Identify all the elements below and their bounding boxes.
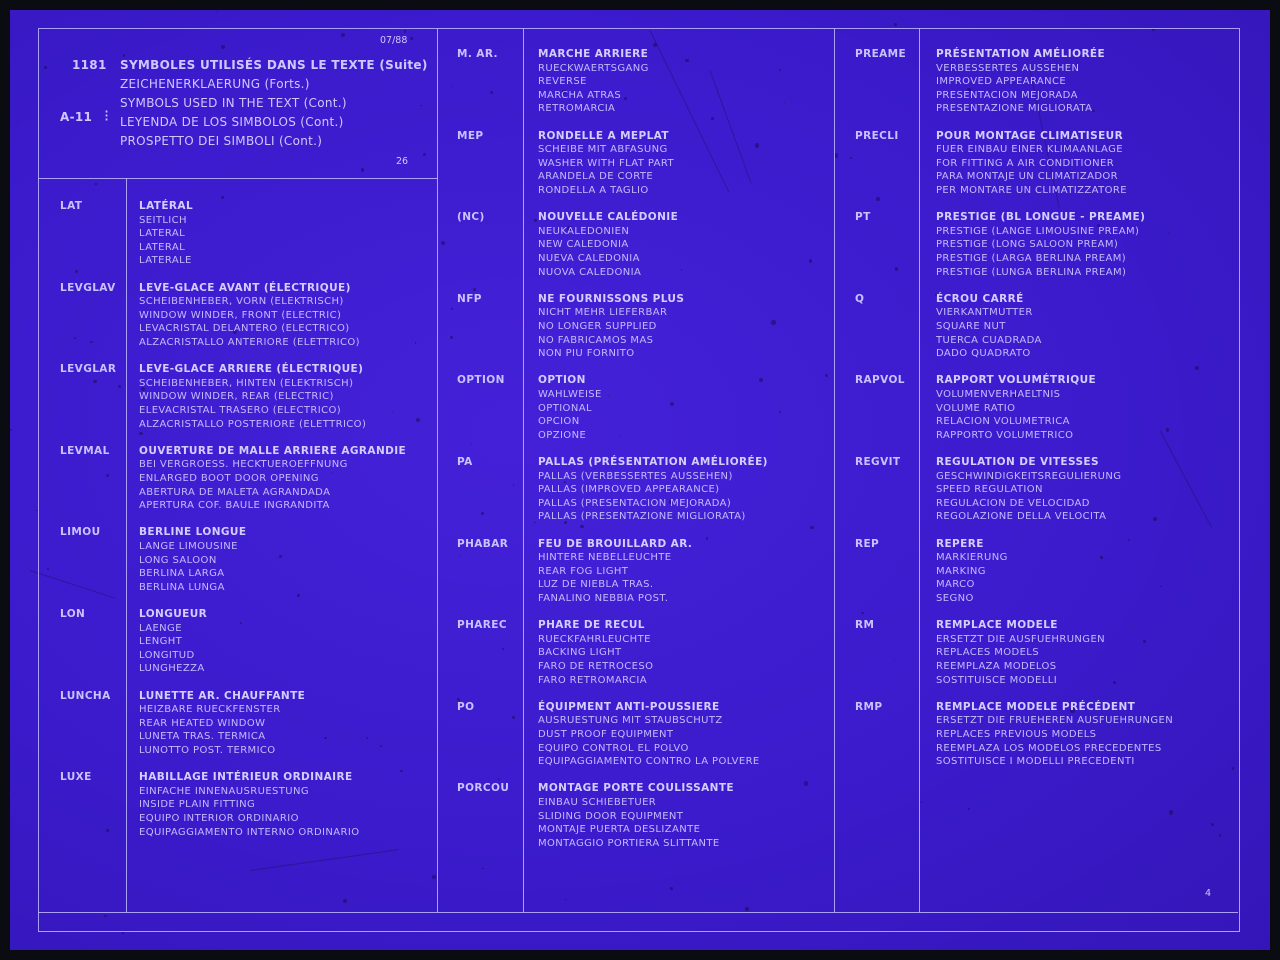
entry-translation-de: NEUKALEDONIEN bbox=[538, 225, 630, 237]
col1-col2-divider bbox=[437, 28, 438, 912]
entry-translation-de: HINTERE NEBELLEUCHTE bbox=[538, 552, 672, 564]
entry-translation-it: RAPPORTO VOLUMETRICO bbox=[936, 429, 1074, 441]
col2-col3-divider bbox=[834, 28, 835, 912]
entry-translation-en: SLIDING DOOR EQUIPMENT bbox=[538, 810, 684, 822]
entry-text-block bbox=[538, 130, 674, 198]
entry-title-fr: OPTION bbox=[538, 374, 586, 387]
entry-translation-es: LEVACRISTAL DELANTERO (ELECTRICO) bbox=[139, 323, 350, 335]
entry-translation-en: NO LONGER SUPPLIED bbox=[538, 320, 657, 332]
entry-translation-es: ARANDELA DE CORTE bbox=[538, 171, 654, 183]
header-title-en: SYMBOLS USED IN THE TEXT (Cont.) bbox=[120, 96, 347, 110]
footer-mark: 4 bbox=[1205, 888, 1212, 899]
col3-symbol-divider bbox=[919, 28, 920, 912]
entry-title-fr: REGULATION DE VITESSES bbox=[936, 456, 1099, 468]
entry-translation-it: SOSTITUISCE I MODELLI PRECEDENTI bbox=[936, 756, 1135, 768]
entry-symbol: LAT bbox=[60, 200, 83, 212]
entry-translation-de: HEIZBARE RUECKFENSTER bbox=[139, 704, 281, 716]
entry-title-fr: BERLINE LONGUE bbox=[139, 526, 247, 539]
entry-translation-es: RELACION VOLUMETRICA bbox=[936, 416, 1070, 428]
entry-symbol: PHABAR bbox=[457, 537, 509, 550]
entry-text-block bbox=[936, 48, 1105, 116]
entry-translation-de: LAENGE bbox=[139, 622, 182, 634]
entry-translation-en: MARKING bbox=[936, 565, 986, 577]
entry-text-block bbox=[139, 526, 246, 594]
entry-translation-de: VERBESSERTES AUSSEHEN bbox=[936, 62, 1080, 74]
entry-translation-es: LUZ DE NIEBLA TRAS. bbox=[538, 579, 654, 591]
entry-symbol: PREAME bbox=[855, 48, 907, 60]
entry-translation-it: NUOVA CALEDONIA bbox=[538, 266, 642, 278]
entry-translation-es: TUERCA CUADRADA bbox=[936, 334, 1042, 346]
col1-symbol-divider bbox=[126, 178, 127, 912]
entry-translation-en: BACKING LIGHT bbox=[538, 647, 622, 659]
entry-text-block bbox=[936, 456, 1121, 524]
entry-symbol: NFP bbox=[457, 292, 482, 305]
entry-symbol: PHAREC bbox=[457, 619, 507, 632]
entry-translation-it: PER MONTARE UN CLIMATIZZATORE bbox=[936, 184, 1127, 196]
entry-translation-en: OPTIONAL bbox=[538, 402, 592, 414]
entry-symbol: OPTION bbox=[457, 374, 505, 387]
entry-translation-es: OPCION bbox=[538, 416, 580, 428]
entry-title-fr: MARCHE ARRIERE bbox=[538, 48, 649, 60]
entry-translation-it: NON PIU FORNITO bbox=[538, 348, 635, 360]
entry-title-fr: POUR MONTAGE CLIMATISEUR bbox=[936, 129, 1124, 142]
entry-title-fr: PRÉSENTATION AMÉLIORÉE bbox=[936, 48, 1106, 60]
entry-symbol: LEVGLAR bbox=[60, 363, 117, 376]
entry-translation-de: ERSETZT DIE AUSFUEHRUNGEN bbox=[936, 633, 1106, 645]
entry-symbol: LIMOU bbox=[60, 526, 101, 539]
entry-translation-de: SCHEIBE MIT ABFASUNG bbox=[538, 144, 668, 156]
entry-text-block bbox=[936, 538, 1008, 606]
entry-translation-it: PRESENTAZIONE MIGLIORATA bbox=[936, 103, 1093, 115]
entry-translation-es: REGULACION DE VELOCIDAD bbox=[936, 497, 1090, 509]
entry-translation-de: SEITLICH bbox=[139, 214, 187, 226]
entry-text-block bbox=[538, 619, 653, 687]
entry-translation-es: PRESENTACION MEJORADA bbox=[936, 89, 1078, 101]
entry-translation-es: BERLINA LARGA bbox=[139, 568, 225, 580]
entry-title-fr: PRESTIGE (BL LONGUE - PREAME) bbox=[936, 211, 1146, 224]
entry-text-block bbox=[936, 211, 1145, 279]
header-title-de: ZEICHENERKLAERUNG (Forts.) bbox=[120, 77, 310, 91]
header-number: 1181 bbox=[72, 58, 107, 72]
entry-text-block bbox=[139, 282, 360, 350]
header-title-fr: SYMBOLES UTILISÉS DANS LE TEXTE (Suite) bbox=[120, 58, 428, 72]
entry-translation-en: SQUARE NUT bbox=[936, 320, 1006, 332]
entry-translation-en: SPEED REGULATION bbox=[936, 484, 1043, 496]
entry-translation-en: LENGHT bbox=[139, 636, 183, 648]
entry-translation-de: ERSETZT DIE FRUEHEREN AUSFUEHRUNGEN bbox=[936, 715, 1174, 727]
entry-symbol: PT bbox=[855, 211, 871, 224]
entry-text-block bbox=[538, 782, 734, 850]
entry-text-block bbox=[139, 363, 366, 431]
bottom-strip-line bbox=[38, 912, 1238, 913]
entry-translation-it: DADO QUADRATO bbox=[936, 348, 1031, 360]
entry-text-block bbox=[936, 619, 1105, 687]
entry-translation-en: REPLACES MODELS bbox=[936, 647, 1040, 659]
entry-translation-en: INSIDE PLAIN FITTING bbox=[139, 799, 256, 811]
entry-text-block bbox=[139, 771, 359, 839]
header-title-es: LEYENDA DE LOS SIMBOLOS (Cont.) bbox=[120, 115, 344, 129]
film-speck bbox=[216, 11, 217, 12]
entry-text-block bbox=[139, 445, 406, 513]
entry-title-fr: FEU DE BROUILLARD AR. bbox=[538, 537, 693, 550]
entry-translation-es: ABERTURA DE MALETA AGRANDADA bbox=[139, 486, 331, 498]
entry-text-block bbox=[538, 374, 602, 442]
entry-translation-it: LUNGHEZZA bbox=[139, 663, 205, 675]
entry-translation-it: ALZACRISTALLO ANTERIORE (ELETTRICO) bbox=[139, 336, 360, 348]
entry-translation-de: EINFACHE INNENAUSRUESTUNG bbox=[139, 785, 310, 797]
entry-translation-it: RONDELLA A TAGLIO bbox=[538, 184, 649, 196]
header-section: A-11 bbox=[60, 110, 93, 124]
entry-translation-de: SCHEIBENHEBER, VORN (ELEKTRISCH) bbox=[139, 296, 344, 308]
entry-translation-it: SEGNO bbox=[936, 592, 974, 604]
entry-title-fr: PHARE DE RECUL bbox=[538, 619, 645, 632]
entry-translation-it: RETROMARCIA bbox=[538, 103, 616, 115]
entry-translation-it: EQUIPAGGIAMENTO CONTRO LA POLVERE bbox=[538, 756, 760, 768]
entry-translation-en: WASHER WITH FLAT PART bbox=[538, 157, 675, 169]
entry-title-fr: LONGUEUR bbox=[139, 608, 208, 620]
entry-translation-es: NUEVA CALEDONIA bbox=[538, 252, 640, 264]
header-date: 07/88 bbox=[380, 35, 408, 46]
entry-symbol: RMP bbox=[855, 700, 883, 713]
entry-translation-de: MARKIERUNG bbox=[936, 552, 1008, 564]
entry-text-block bbox=[538, 456, 768, 524]
entry-translation-es: PARA MONTAJE UN CLIMATIZADOR bbox=[936, 171, 1119, 183]
entry-translation-es: LONGITUD bbox=[139, 649, 195, 661]
entry-translation-it: REGOLAZIONE DELLA VELOCITA bbox=[936, 511, 1107, 523]
entry-translation-de: PRESTIGE (LANGE LIMOUSINE PREAM) bbox=[936, 225, 1140, 237]
entry-translation-es: LATERAL bbox=[139, 241, 186, 253]
entry-text-block bbox=[538, 48, 649, 116]
header-title-it: PROSPETTO DEI SIMBOLI (Cont.) bbox=[120, 134, 323, 148]
entry-title-fr: REPERE bbox=[936, 537, 984, 550]
entry-translation-de: RUECKWAERTSGANG bbox=[538, 62, 649, 74]
film-speck bbox=[14, 793, 16, 795]
entry-translation-en: DUST PROOF EQUIPMENT bbox=[538, 728, 674, 740]
entry-title-fr: REMPLACE MODELE bbox=[936, 619, 1058, 632]
entry-translation-de: SCHEIBENHEBER, HINTEN (ELEKTRISCH) bbox=[139, 377, 354, 389]
entry-translation-it: APERTURA COF. BAULE INGRANDITA bbox=[139, 500, 330, 512]
entry-translation-es: FARO DE RETROCESO bbox=[538, 660, 654, 672]
entry-translation-de: LANGE LIMOUSINE bbox=[139, 540, 238, 552]
entry-translation-en: ENLARGED BOOT DOOR OPENING bbox=[139, 472, 319, 484]
entry-symbol: PA bbox=[457, 456, 473, 468]
entry-symbol: LON bbox=[60, 608, 86, 620]
entry-translation-en: WINDOW WINDER, FRONT (ELECTRIC) bbox=[139, 309, 342, 321]
entry-symbol: (NC) bbox=[457, 211, 485, 224]
header-box-line bbox=[38, 178, 438, 179]
entry-title-fr: LATÉRAL bbox=[139, 200, 194, 212]
entry-symbol: LUXE bbox=[60, 771, 92, 784]
entry-text-block bbox=[139, 608, 207, 676]
entry-translation-de: RUECKFAHRLEUCHTE bbox=[538, 633, 651, 645]
entry-title-fr: ÉQUIPMENT ANTI-POUSSIERE bbox=[538, 700, 720, 713]
entry-title-fr: PALLAS (PRÉSENTATION AMÉLIORÉE) bbox=[538, 456, 768, 468]
entry-symbol: LEVMAL bbox=[60, 444, 110, 457]
entry-title-fr: RAPPORT VOLUMÉTRIQUE bbox=[936, 374, 1097, 387]
entry-translation-it: FANALINO NEBBIA POST. bbox=[538, 592, 669, 604]
entry-symbol: REP bbox=[855, 537, 880, 550]
entry-translation-it: PALLAS (PRESENTAZIONE MIGLIORATA) bbox=[538, 511, 746, 523]
entry-translation-es: ELEVACRISTAL TRASERO (ELECTRICO) bbox=[139, 404, 342, 416]
entry-translation-en: FOR FITTING A AIR CONDITIONER bbox=[936, 157, 1115, 169]
entry-title-fr: RONDELLE A MEPLAT bbox=[538, 129, 669, 142]
entry-translation-es: PRESTIGE (LARGA BERLINA PREAM) bbox=[936, 252, 1127, 264]
entry-translation-it: LUNOTTO POST. TERMICO bbox=[139, 744, 276, 756]
entry-text-block bbox=[538, 211, 678, 279]
entry-translation-en: LONG SALOON bbox=[139, 554, 217, 566]
entry-translation-de: NICHT MEHR LIEFERBAR bbox=[538, 307, 668, 319]
entry-translation-es: MONTAJE PUERTA DESLIZANTE bbox=[538, 824, 701, 836]
entry-translation-es: PALLAS (PRESENTACION MEJORADA) bbox=[538, 497, 732, 509]
entry-text-block bbox=[139, 200, 193, 268]
entry-translation-en: REAR FOG LIGHT bbox=[538, 565, 629, 577]
entry-title-fr: NOUVELLE CALÉDONIE bbox=[538, 211, 679, 224]
entry-symbol: Q bbox=[855, 292, 865, 305]
entry-translation-de: GESCHWINDIGKEITSREGULIERUNG bbox=[936, 470, 1122, 482]
entry-title-fr: NE FOURNISSONS PLUS bbox=[538, 292, 685, 305]
entry-translation-en: NEW CALEDONIA bbox=[538, 239, 629, 251]
entry-title-fr: LUNETTE AR. CHAUFFANTE bbox=[139, 689, 306, 702]
entry-title-fr: LEVE-GLACE ARRIERE (ÉLECTRIQUE) bbox=[139, 363, 364, 376]
entry-translation-it: ALZACRISTALLO POSTERIORE (ELETTRICO) bbox=[139, 418, 367, 430]
entry-symbol: PRECLI bbox=[855, 129, 899, 142]
entry-translation-de: AUSRUESTUNG MIT STAUBSCHUTZ bbox=[538, 715, 723, 727]
entry-text-block bbox=[936, 293, 1042, 361]
entry-translation-en: VOLUME RATIO bbox=[936, 402, 1016, 414]
entry-text-block bbox=[139, 690, 305, 758]
entry-text-block bbox=[936, 374, 1096, 442]
bracket-mark: ⁝ bbox=[104, 106, 110, 125]
entry-symbol: REGVIT bbox=[855, 456, 901, 468]
entry-text-block bbox=[936, 130, 1127, 198]
entry-text-block bbox=[538, 538, 692, 606]
microfiche-sheet bbox=[10, 10, 1270, 950]
entry-translation-es: REEMPLAZA MODELOS bbox=[936, 660, 1057, 672]
col2-symbol-divider bbox=[523, 28, 524, 912]
entry-translation-it: FARO RETROMARCIA bbox=[538, 674, 647, 686]
entry-title-fr: HABILLAGE INTÉRIEUR ORDINAIRE bbox=[139, 771, 353, 784]
entry-title-fr: LEVE-GLACE AVANT (ÉLECTRIQUE) bbox=[139, 281, 351, 294]
entry-translation-es: MARCO bbox=[936, 579, 975, 591]
entry-text-block bbox=[538, 701, 760, 769]
entry-symbol: RAPVOL bbox=[855, 374, 905, 387]
entry-symbol: M. AR. bbox=[457, 48, 498, 60]
entry-translation-de: FUER EINBAU EINER KLIMAANLAGE bbox=[936, 144, 1123, 156]
entry-translation-de: VOLUMENVERHAELTNIS bbox=[936, 388, 1061, 400]
entry-translation-it: OPZIONE bbox=[538, 429, 587, 441]
entry-translation-de: VIERKANTMUTTER bbox=[936, 307, 1033, 319]
entry-translation-de: BEI VERGROESS. HECKTUEROEFFNUNG bbox=[139, 459, 348, 471]
entry-symbol: PORCOU bbox=[457, 782, 510, 795]
entry-translation-es: EQUIPO CONTROL EL POLVO bbox=[538, 742, 689, 754]
entry-translation-es: NO FABRICAMOS MAS bbox=[538, 334, 654, 346]
entry-translation-de: WAHLWEISE bbox=[538, 388, 602, 400]
entry-symbol: LEVGLAV bbox=[60, 281, 116, 294]
entry-symbol: LUNCHA bbox=[60, 689, 111, 702]
entry-translation-it: EQUIPAGGIAMENTO INTERNO ORDINARIO bbox=[139, 826, 360, 838]
entry-translation-en: WINDOW WINDER, REAR (ELECTRIC) bbox=[139, 391, 334, 403]
entry-title-fr: MONTAGE PORTE COULISSANTE bbox=[538, 782, 734, 795]
entry-text-block bbox=[936, 701, 1173, 769]
entry-translation-en: REVERSE bbox=[538, 76, 587, 88]
entry-symbol: MEP bbox=[457, 129, 484, 142]
film-speck bbox=[10, 429, 12, 431]
entry-translation-de: PALLAS (VERBESSERTES AUSSEHEN) bbox=[538, 470, 733, 482]
entry-translation-it: LATERALE bbox=[139, 255, 192, 267]
entry-title-fr: ÉCROU CARRÉ bbox=[936, 292, 1024, 305]
entry-translation-es: MARCHA ATRAS bbox=[538, 89, 622, 101]
entry-translation-de: EINBAU SCHIEBETUER bbox=[538, 796, 657, 808]
entry-translation-it: BERLINA LUNGA bbox=[139, 581, 225, 593]
entry-title-fr: OUVERTURE DE MALLE ARRIERE AGRANDIE bbox=[139, 444, 407, 457]
entry-translation-it: SOSTITUISCE MODELLI bbox=[936, 674, 1058, 686]
entry-symbol: RM bbox=[855, 619, 875, 632]
entry-translation-it: PRESTIGE (LUNGA BERLINA PREAM) bbox=[936, 266, 1127, 278]
header-page-number: 26 bbox=[396, 156, 409, 167]
entry-translation-en: LATERAL bbox=[139, 228, 186, 240]
film-speck bbox=[894, 23, 897, 26]
entry-translation-es: REEMPLAZA LOS MODELOS PRECEDENTES bbox=[936, 742, 1162, 754]
entry-translation-en: PALLAS (IMPROVED APPEARANCE) bbox=[538, 484, 720, 496]
entry-translation-it: MONTAGGIO PORTIERA SLITTANTE bbox=[538, 837, 720, 849]
entry-translation-en: REAR HEATED WINDOW bbox=[139, 717, 266, 729]
entry-text-block bbox=[538, 293, 684, 361]
entry-translation-es: LUNETA TRAS. TERMICA bbox=[139, 731, 266, 743]
entry-translation-en: PRESTIGE (LONG SALOON PREAM) bbox=[936, 239, 1119, 251]
entry-translation-es: EQUIPO INTERIOR ORDINARIO bbox=[139, 812, 299, 824]
entry-symbol: PO bbox=[457, 700, 475, 713]
entry-title-fr: REMPLACE MODELE PRÉCÉDENT bbox=[936, 700, 1136, 713]
entry-translation-en: REPLACES PREVIOUS MODELS bbox=[936, 728, 1097, 740]
entry-translation-en: IMPROVED APPEARANCE bbox=[936, 76, 1067, 88]
